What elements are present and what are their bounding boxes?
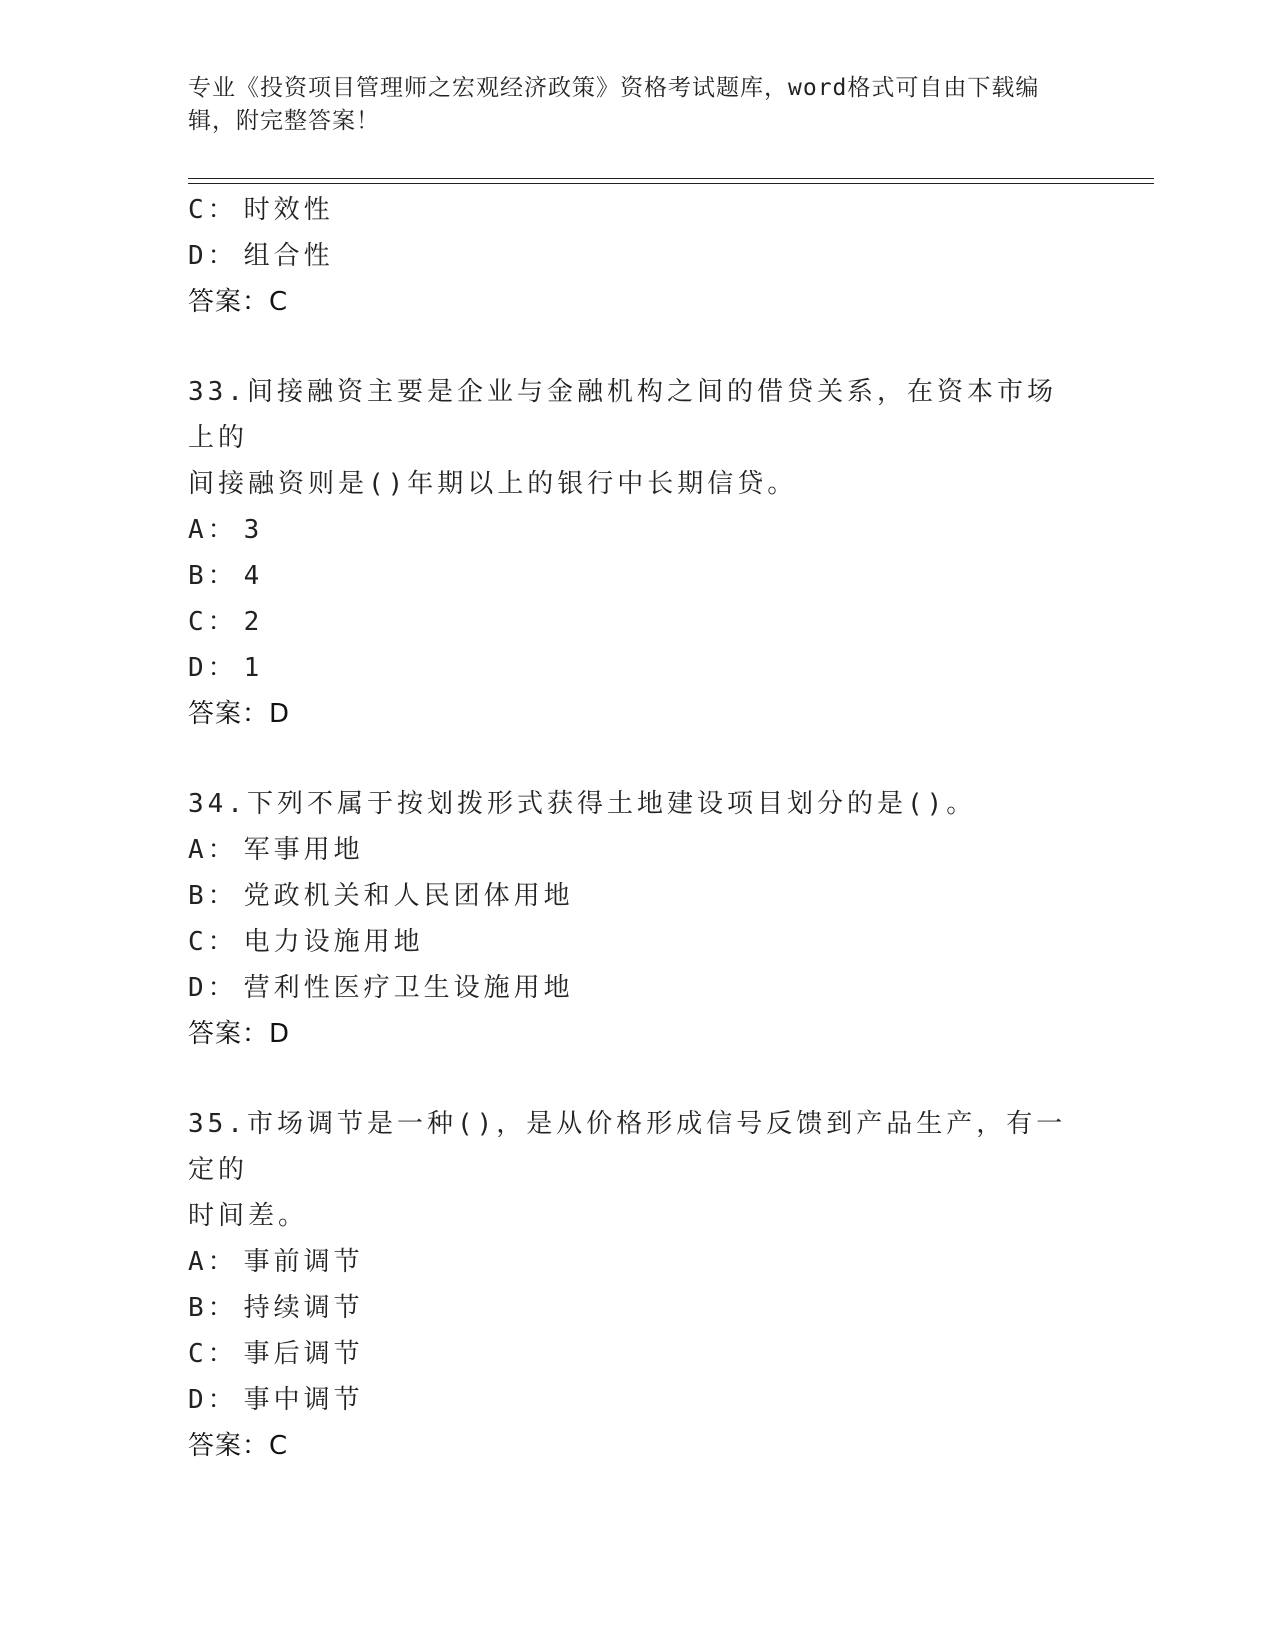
option-a xyxy=(188,827,1088,873)
option-c xyxy=(188,187,1088,233)
option-label: C： xyxy=(188,1339,238,1369)
header-line-1: 专业《投资项目管理师之宏观经济政策》资格考试题库，word格式可自由下载编 xyxy=(188,75,1040,101)
option-label: B： xyxy=(188,1293,238,1323)
option-text: 1 xyxy=(243,653,264,683)
option-label: B： xyxy=(188,561,238,591)
option-d xyxy=(188,645,1088,691)
question-list xyxy=(188,187,1088,1469)
option-a xyxy=(188,507,1088,553)
question-stem-line-1: 34.下列不属于按划拨形式获得土地建设项目划分的是()。 xyxy=(188,789,977,819)
question-stem xyxy=(188,781,1078,827)
option-label: D： xyxy=(188,1385,238,1415)
option-text: 电力设施用地 xyxy=(243,927,424,957)
question-stem xyxy=(188,1101,1078,1239)
option-a xyxy=(188,1239,1088,1285)
question-34 xyxy=(188,781,1088,1057)
answer: 答案：D xyxy=(188,1019,291,1049)
option-b xyxy=(188,873,1088,919)
option-d xyxy=(188,233,1088,279)
option-text: 时效性 xyxy=(243,195,334,225)
option-text: 组合性 xyxy=(243,241,334,271)
question-stem-line-1: 35.市场调节是一种()，是从价格形成信号反馈到产品生产，有一定的 xyxy=(188,1109,1067,1185)
option-text: 事中调节 xyxy=(243,1385,364,1415)
option-text: 营利性医疗卫生设施用地 xyxy=(243,973,574,1003)
option-label: D： xyxy=(188,653,238,683)
option-text: 2 xyxy=(243,607,264,637)
option-c xyxy=(188,599,1088,645)
option-label: C： xyxy=(188,607,238,637)
option-label: A： xyxy=(188,515,238,545)
option-text: 军事用地 xyxy=(243,835,364,865)
question-33 xyxy=(188,369,1088,737)
header-rule-top xyxy=(188,178,1154,179)
option-label: B： xyxy=(188,881,238,911)
option-b xyxy=(188,553,1088,599)
question-stem xyxy=(188,369,1078,507)
option-text: 事前调节 xyxy=(243,1247,364,1277)
answer: 答案：C xyxy=(188,1431,289,1461)
option-label: D： xyxy=(188,973,238,1003)
option-label: C： xyxy=(188,195,238,225)
option-text: 持续调节 xyxy=(243,1293,364,1323)
header-line-2: 辑，附完整答案！ xyxy=(188,108,380,134)
question-35 xyxy=(188,1101,1088,1469)
option-text: 3 xyxy=(243,515,264,545)
option-text: 党政机关和人民团体用地 xyxy=(243,881,574,911)
page-header xyxy=(188,72,1068,138)
option-label: D： xyxy=(188,241,238,271)
option-label: A： xyxy=(188,835,238,865)
prev-question xyxy=(188,187,1088,325)
option-c xyxy=(188,919,1088,965)
option-label: A： xyxy=(188,1247,238,1277)
question-stem-line-1: 33.间接融资主要是企业与金融机构之间的借贷关系，在资本市场上的 xyxy=(188,377,1057,453)
answer: 答案：D xyxy=(188,699,291,729)
option-d xyxy=(188,1377,1088,1423)
option-text: 事后调节 xyxy=(243,1339,364,1369)
answer: 答案：C xyxy=(188,287,289,317)
option-label: C： xyxy=(188,927,238,957)
option-b xyxy=(188,1285,1088,1331)
option-c xyxy=(188,1331,1088,1377)
question-stem-line-2: 时间差。 xyxy=(188,1201,309,1231)
option-d xyxy=(188,965,1088,1011)
option-text: 4 xyxy=(243,561,264,591)
header-rule-bottom xyxy=(188,183,1154,184)
question-stem-line-2: 间接融资则是()年期以上的银行中长期信贷。 xyxy=(188,469,798,499)
